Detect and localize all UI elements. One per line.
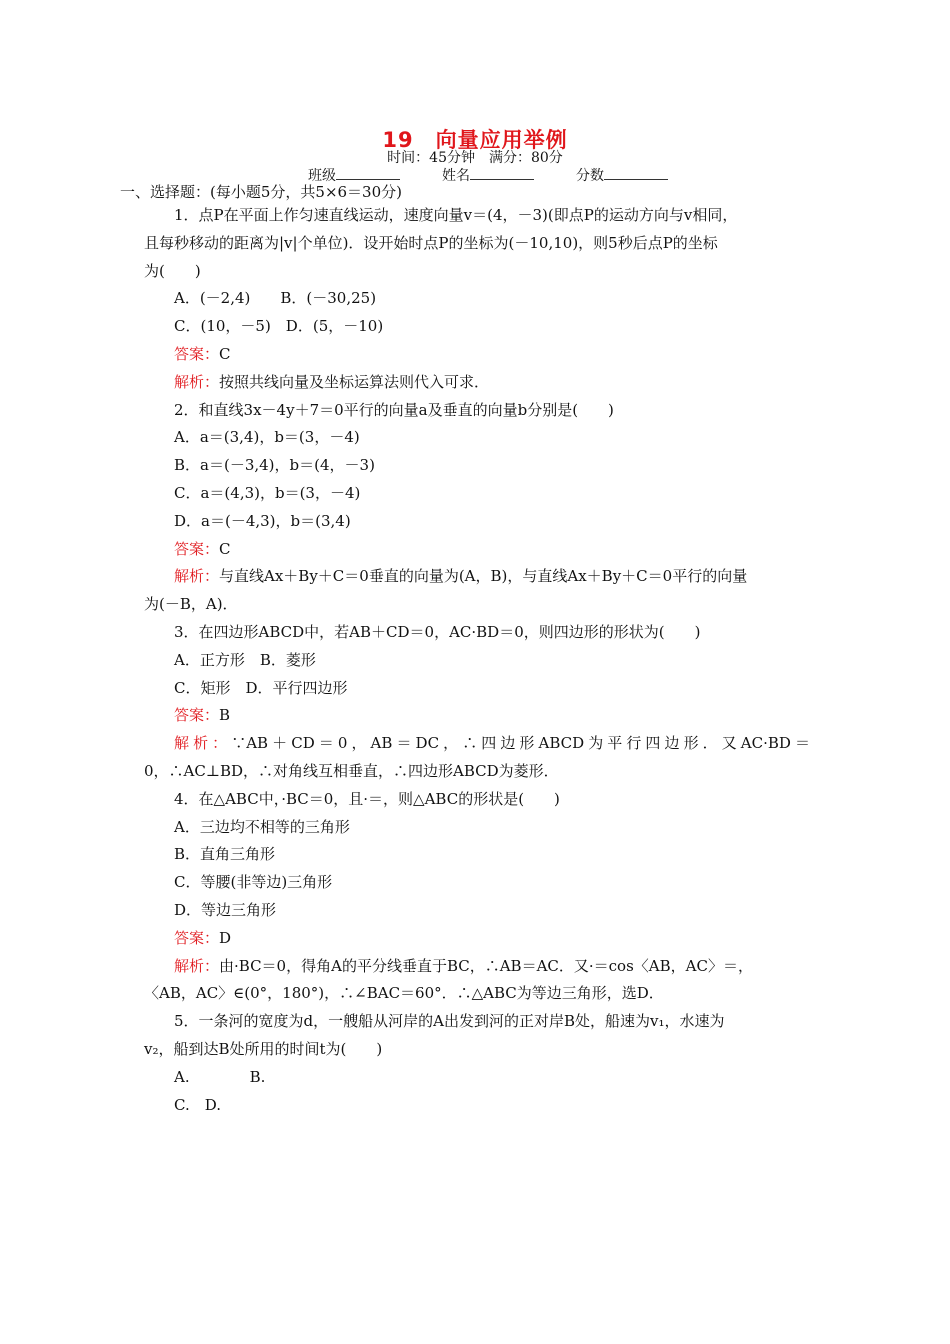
analysis-label: 解析： (174, 567, 220, 586)
q1-stem-line-1: 1．点P在平面上作匀速直线运动，速度向量v＝(4，－3)(即点P的运动方向与v相同， (174, 206, 738, 224)
q2-option-d: D．a＝(－4,3)，b＝(3,4) (174, 511, 351, 530)
answer-label: 答案： (174, 706, 220, 725)
q1-option-cd: C．(10，－5) D．(5，－10) (174, 317, 384, 336)
q2-analysis-text-2: 为(－B，A)． (144, 595, 238, 614)
q5-stem-line-1: 5．一条河的宽度为d，一艘船从河岸的A出发到河的正对岸B处，船速为v₁，水速为 (174, 1012, 725, 1031)
analysis-label: 解析： (174, 372, 220, 391)
q1-analysis-text: 按照共线向量及坐标运算法则代入可求． (219, 372, 490, 391)
q2-option-a: A．a＝(3,4)，b＝(3，－4) (174, 428, 360, 447)
q2-stem: 2．和直线3x－4y＋7＝0平行的向量a及垂直的向量b分别是( ) (174, 400, 614, 419)
q5-stem-line-2: v₂，船到达B处所用的时间t为( ) (144, 1039, 383, 1058)
q1-answer-value: C (219, 344, 231, 363)
q3-option-cd: C．矩形 D．平行四边形 (174, 678, 348, 697)
q1-answer (144, 341, 810, 369)
q4-option-c: C．等腰(非等边)三角形 (174, 873, 333, 892)
score-blank[interactable] (604, 166, 668, 180)
analysis-label: 解析： (174, 734, 232, 753)
question-list (120, 182, 810, 1119)
q4-stem: 4．在△ABC中，·BC＝0，且·＝，则△ABC的形状是( ) (174, 789, 560, 808)
q3-analysis-text-2: 0，∴AC⊥BD，∴对角线互相垂直，∴四边形ABCD为菱形． (144, 761, 559, 780)
q1-analysis (144, 369, 810, 397)
q2-option-c: C．a＝(4,3)，b＝(3，－4) (174, 483, 361, 502)
q1-option-ab: A．(－2,4) B．(－30,25) (174, 289, 377, 308)
analysis-label: 解析： (174, 956, 220, 975)
q3-stem: 3．在四边形ABCD中，若AB＋CD＝0，AC·BD＝0，则四边形的形状为( ) (174, 622, 701, 641)
q4-analysis (144, 953, 810, 981)
class-blank[interactable] (336, 166, 400, 180)
name-blank[interactable] (470, 166, 534, 180)
answer-label: 答案： (174, 928, 220, 947)
q5-option-cd: C. D. (174, 1095, 221, 1114)
q1-stem-line-3: 为( ) (144, 261, 201, 280)
score-label: 分数 (576, 168, 604, 184)
q4-option-a: A．三边均不相等的三角形 (174, 817, 350, 836)
q4-option-b: B．直角三角形 (174, 845, 276, 864)
q3-answer (144, 702, 810, 730)
q4-analysis-text-1: 由·BC＝0，得角A的平分线垂直于BC，∴AB＝AC．又·＝cos〈AB，AC〉＝， (219, 956, 753, 975)
q5-option-ab: A. B. (174, 1067, 266, 1086)
q2-answer-value: C (219, 539, 231, 558)
q3-option-ab: A．正方形 B．菱形 (174, 650, 316, 669)
class-label: 班级 (308, 168, 336, 184)
q1-stem-line-2: 且每秒移动的距离为|v|个单位)．设开始时点P的坐标为(－10,10)，则5秒后点P的坐标 (144, 233, 718, 252)
q4-answer (144, 925, 810, 953)
q3-answer-value: B (219, 706, 231, 725)
q2-answer (144, 536, 810, 564)
q3-analysis (144, 730, 810, 758)
q2-option-b: B．a＝(－3,4)，b＝(4，－3) (174, 456, 375, 475)
q3-analysis-text-1: ∵AB＋CD＝0，AB＝DC，∴四边形ABCD为平行四边形．又AC·BD＝ (231, 734, 810, 753)
exam-time-score: 时间：45分钟 满分：80分 (387, 150, 563, 166)
q4-analysis-text-2: 〈AB，AC〉∈(0°，180°)，∴∠BAC＝60°．∴△ABC为等边三角形，选D． (144, 984, 664, 1003)
q2-analysis (144, 563, 810, 591)
answer-label: 答案： (174, 344, 220, 363)
name-label: 姓名 (442, 168, 470, 184)
q4-answer-value: D (219, 928, 232, 947)
answer-label: 答案： (174, 539, 220, 558)
section-heading: 一、选择题：(每小题5分，共5×6＝30分) (120, 183, 402, 201)
q4-option-d: D．等边三角形 (174, 900, 277, 919)
page-title: 19 向量应用举例 (382, 128, 568, 152)
q2-analysis-text-1: 与直线Ax＋By＋C＝0垂直的向量为(A，B)，与直线Ax＋By＋C＝0平行的向量 (219, 567, 748, 586)
